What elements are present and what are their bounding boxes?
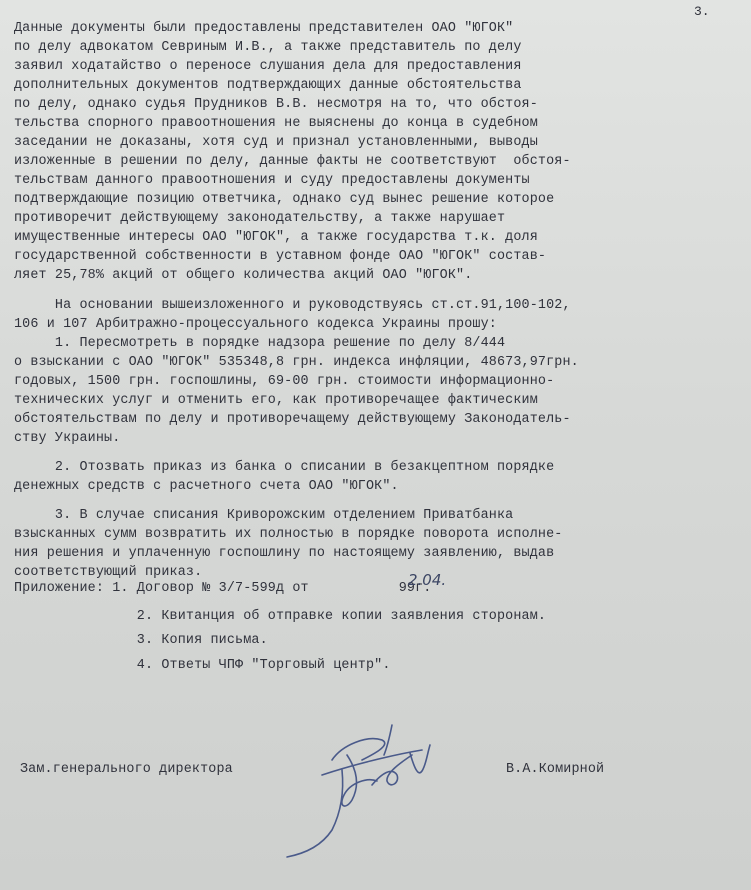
text-line: 106 и 107 Арбитражно-процессуального кодекса Украины прошу:: [14, 317, 497, 332]
attachment-item: 4. Ответы ЧПФ "Торговый центр".: [14, 658, 391, 673]
text-line: тельства спорного правоотношения не выяснены до конца в судебном: [14, 116, 538, 131]
text-line: 3. В случае списания Криворожским отделением Приватбанка: [14, 508, 514, 523]
text-line: 2. Отозвать приказ из банка о списании в безакцептном порядке: [14, 460, 555, 475]
signer-name: В.А.Комирной: [506, 762, 605, 777]
text-line: заявил ходатайство о переносе слушания дела для предоставления: [14, 59, 522, 74]
text-line: обстоятельствам по делу и противоречащему действующему Законодатель-: [14, 412, 571, 427]
text-line: ния решения и уплаченную госпошлину по настоящему заявлению, выдав: [14, 546, 555, 561]
text-line: соответствующий приказ.: [14, 565, 203, 580]
text-line: государственной собственности в уставном фонде ОАО "ЮГОК" состав-: [14, 249, 547, 264]
text-line: по делу, однако судья Прудников В.В. несмотря на то, что обстоя-: [14, 97, 538, 112]
text-line: взысканных сумм возвратить их полностью в порядке поворота исполне-: [14, 527, 563, 542]
text-line: заседании не доказаны, хотя суд и признал установленными, выводы: [14, 135, 538, 150]
text-line: имущественные интересы ОАО "ЮГОК", а также государства т.к. доля: [14, 230, 538, 245]
signer-position: Зам.генерального директора: [20, 762, 233, 777]
text-line: ству Украины.: [14, 431, 121, 446]
text-line: подтверждающие позицию ответчика, однако суд вынес решение которое: [14, 192, 555, 207]
text-line: 1. Пересмотреть в порядке надзора решение по делу 8/444: [14, 336, 506, 351]
handwritten-date: 2.04.: [408, 571, 447, 589]
text-line: тельствам данного правоотношения и суду предоставлены документы: [14, 173, 530, 188]
text-line: Данные документы были предоставлены представителен ОАО "ЮГОК": [14, 21, 514, 36]
text-line: технических услуг и отменить его, как противоречащее фактическим: [14, 393, 538, 408]
attachment-item: 3. Копия письма.: [14, 633, 268, 648]
text-line: изложенные в решении по делу, данные факты не соответствуют обстоя-: [14, 154, 571, 169]
text-line: ляет 25,78% акций от общего количества акций ОАО "ЮГОК".: [14, 268, 473, 283]
text-line: годовых, 1500 грн. госпошлины, 69-00 грн. стоимости информационно-: [14, 374, 555, 389]
handwritten-signature: [272, 715, 442, 865]
text-line: противоречит действующему законодательству, а также нарушает: [14, 211, 506, 226]
text-line: дополнительных документов подтверждающих данные обстоятельства: [14, 78, 522, 93]
text-line: денежных средств с расчетного счета ОАО "ЮГОК".: [14, 479, 399, 494]
text-line: о взыскании с ОАО "ЮГОК" 535348,8 грн. индекса инфляции, 48673,97грн.: [14, 355, 579, 370]
attachment-item: 2. Квитанция об отправке копии заявления сторонам.: [14, 609, 547, 624]
text-line: На основании вышеизложенного и руководствуясь ст.ст.91,100-102,: [14, 298, 571, 313]
page-number: 3.: [694, 4, 710, 19]
attachment-item: Приложение: 1. Договор № 3/7-599д от 99г.: [14, 581, 432, 596]
text-line: по делу адвокатом Севриным И.В., а также представитель по делу: [14, 40, 522, 55]
